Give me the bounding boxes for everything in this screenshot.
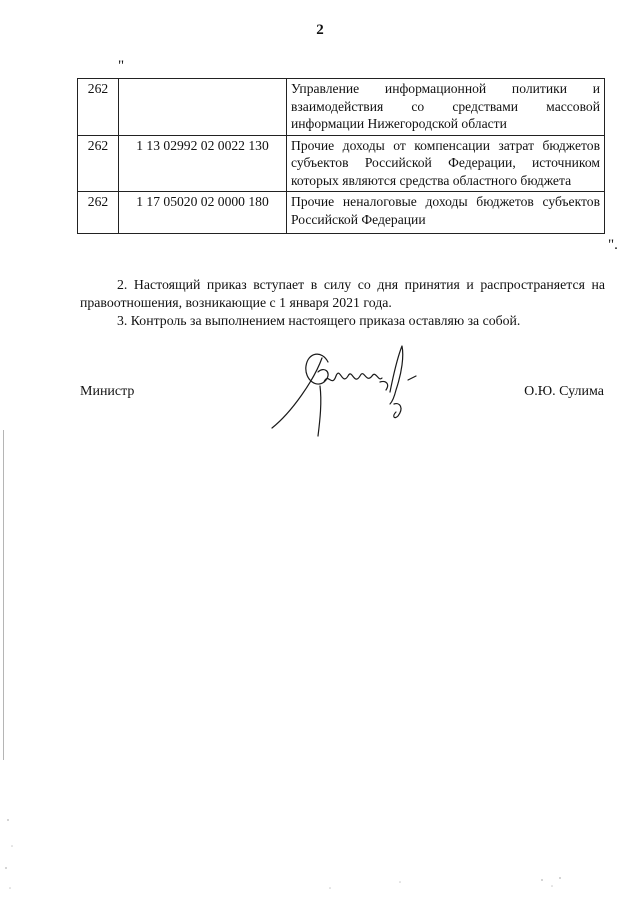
admin-code-cell: 262 bbox=[78, 79, 119, 136]
table-row bbox=[78, 192, 605, 234]
table-row bbox=[78, 79, 605, 136]
budget-code-cell: 1 17 05020 02 0000 180 bbox=[119, 192, 287, 234]
signer-title: Министр bbox=[80, 384, 135, 399]
handwritten-signature bbox=[262, 332, 432, 450]
signer-name: О.Ю. Сулима bbox=[524, 384, 604, 399]
paragraph-control: 3. Контроль за выполнением настоящего приказа оставляю за собой. bbox=[117, 313, 521, 328]
paragraph-effective-date: 2. Настоящий приказ вступает в силу со дня принятия и распространяется на правоотношения, возникающие с 1 января 2021 года. bbox=[80, 277, 605, 310]
page-number: 2 bbox=[316, 22, 324, 38]
budget-code-cell bbox=[119, 79, 287, 136]
revenue-name-cell: Прочие доходы от компенсации затрат бюджетов субъектов Российской Федерации, источником которых являются средства областного бюджета bbox=[287, 135, 605, 192]
scan-edge-line bbox=[3, 430, 4, 760]
admin-code-cell: 262 bbox=[78, 192, 119, 234]
closing-quote: ". bbox=[608, 237, 618, 253]
opening-quote: " bbox=[118, 58, 125, 74]
revenue-name-cell: Управление информационной политики и взаимодействия со средствами массовой информации Нижегородской области bbox=[287, 79, 605, 136]
table-row bbox=[78, 135, 605, 192]
admin-code-cell: 262 bbox=[78, 135, 119, 192]
budget-code-cell: 1 13 02992 02 0022 130 bbox=[119, 135, 287, 192]
revenue-name-cell: Прочие неналоговые доходы бюджетов субъектов Российской Федерации bbox=[287, 192, 605, 234]
budget-codes-table bbox=[77, 78, 605, 234]
